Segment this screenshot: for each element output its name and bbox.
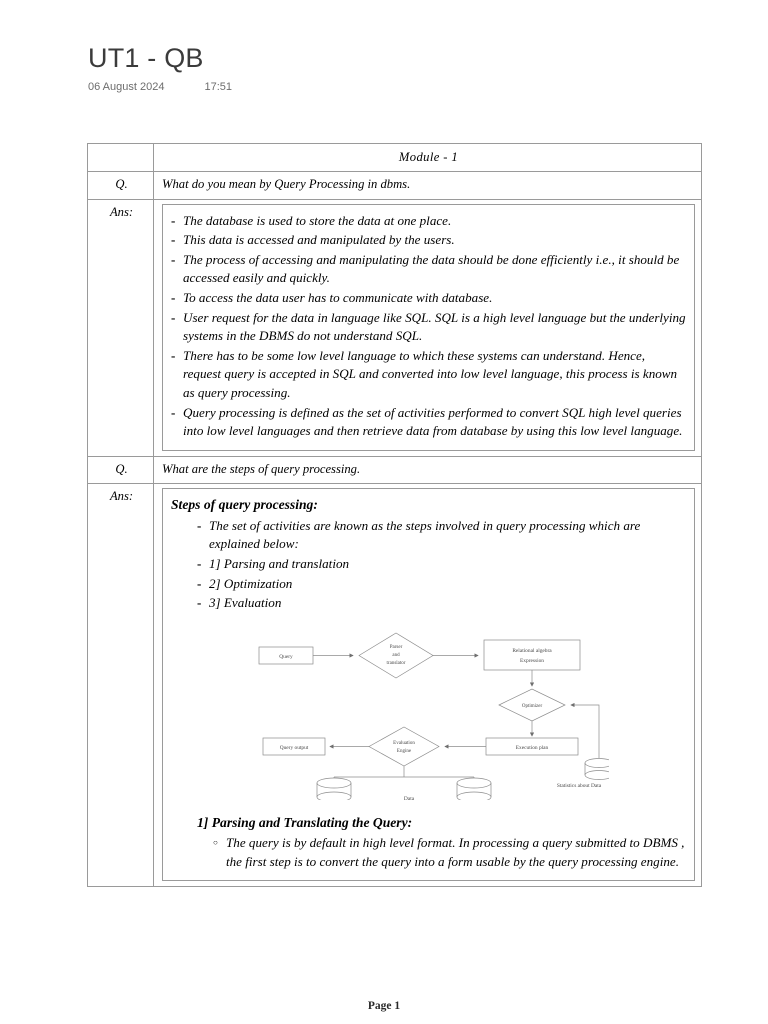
answer-bullet-list-1 <box>171 212 686 441</box>
flowchart-label-query: Query <box>278 653 293 660</box>
list-item: - The process of accessing and manipulating the data should be done efficiently i.e., it should be accessed easily and quickly. <box>171 251 686 288</box>
flowchart-label-relalg-2: Expression <box>519 657 544 664</box>
list-item: - 2] Optimization <box>197 575 686 594</box>
flowchart-edge-evaleng-data <box>334 766 474 783</box>
page-date: 06 August 2024 <box>88 80 165 93</box>
flowchart-label-parser-3: translator <box>386 660 405 666</box>
page-header <box>88 44 708 93</box>
flowchart-label-execution-plan: Execution plan <box>515 744 548 751</box>
list-item: - The database is used to store the data at one place. <box>171 212 686 231</box>
subsection-heading: 1] Parsing and Translating the Query: <box>197 814 413 830</box>
list-item: - To access the data user has to communicate with database. <box>171 289 686 308</box>
list-item: - 1] Parsing and translation <box>197 555 686 574</box>
list-item: - There has to be some low level language to which these systems can understand. Hence, request query is accepted in SQL and converted into low level language, this process is known as query processing. <box>171 347 686 403</box>
flowchart-label-data: Data <box>403 795 414 800</box>
module-title-cell: Module - 1 <box>154 144 702 172</box>
answer-box-1 <box>162 204 695 451</box>
question-text-1: What do you mean by Query Processing in dbms. <box>154 172 702 199</box>
q-label-1: Q. <box>88 172 154 199</box>
flowchart-label-statistics: Statistics about Data <box>556 782 601 789</box>
table-row-answer-2 <box>88 484 702 887</box>
answer-cell-2 <box>154 484 702 887</box>
flowchart-svg <box>249 625 609 800</box>
answer-cell-1 <box>154 199 702 456</box>
flowchart-node-statistics-cylinder <box>585 758 609 779</box>
page-footer: Page 1 <box>367 1000 401 1012</box>
list-item: - The set of activities are known as the steps involved in query processing which are explained below: <box>197 517 686 554</box>
flowchart-label-relalg-1: Relational algebra <box>511 647 552 654</box>
answer-bullet-list-2 <box>197 517 686 613</box>
page-time: 17:51 <box>204 80 232 93</box>
list-item: - This data is accessed and manipulated by the users. <box>171 231 686 250</box>
list-item: ○ The query is by default in high level format. In processing a query submitted to DBMS , the first step is to convert the query into a form usable by the query processing engine. <box>213 834 686 871</box>
flowchart-label-optimizer: Optimizer <box>521 703 542 709</box>
flowchart-node-relational-algebra <box>484 640 580 670</box>
flowchart-node-evaluation-engine <box>369 727 439 766</box>
table-row-module <box>88 144 702 172</box>
flowchart-label-evaleng-1: Evaluation <box>392 740 415 746</box>
answer-heading-2: Steps of query processing: <box>171 497 318 513</box>
list-item: - 3] Evaluation <box>197 594 686 613</box>
flowchart-label-parser-1: Parser <box>389 644 402 650</box>
list-item: - User request for the data in language like SQL. SQL is a high level language but the underlying systems in the DBMS do not understand SQL. <box>171 309 686 346</box>
table-row-question-2 <box>88 456 702 483</box>
subsection-bullet-list <box>213 834 686 871</box>
flowchart-label-parser-2: and <box>391 652 400 658</box>
flowchart-label-evaleng-2: Engine <box>396 748 411 754</box>
q-label-2: Q. <box>88 456 154 483</box>
page-title: UT1 - QB <box>88 43 204 73</box>
flowchart-node-data-cylinder-2 <box>457 778 491 800</box>
ans-label-2: Ans: <box>88 484 154 887</box>
ans-label-1: Ans: <box>88 199 154 456</box>
question-text-2: What are the steps of query processing. <box>154 456 702 483</box>
query-processing-flowchart <box>171 625 686 800</box>
table-row-answer-1 <box>88 199 702 456</box>
page-meta <box>88 81 708 93</box>
module-row-blank-cell <box>88 144 154 172</box>
table-row-question-1 <box>88 172 702 199</box>
flowchart-node-data-cylinder-1 <box>317 778 351 800</box>
flowchart-label-query-output: Query output <box>279 744 308 751</box>
qb-table <box>87 143 702 887</box>
answer-box-2 <box>162 488 695 881</box>
list-item: - Query processing is defined as the set of activities performed to convert SQL high level queries into low level languages and then retrieve data from database by using this low level language. <box>171 404 686 441</box>
